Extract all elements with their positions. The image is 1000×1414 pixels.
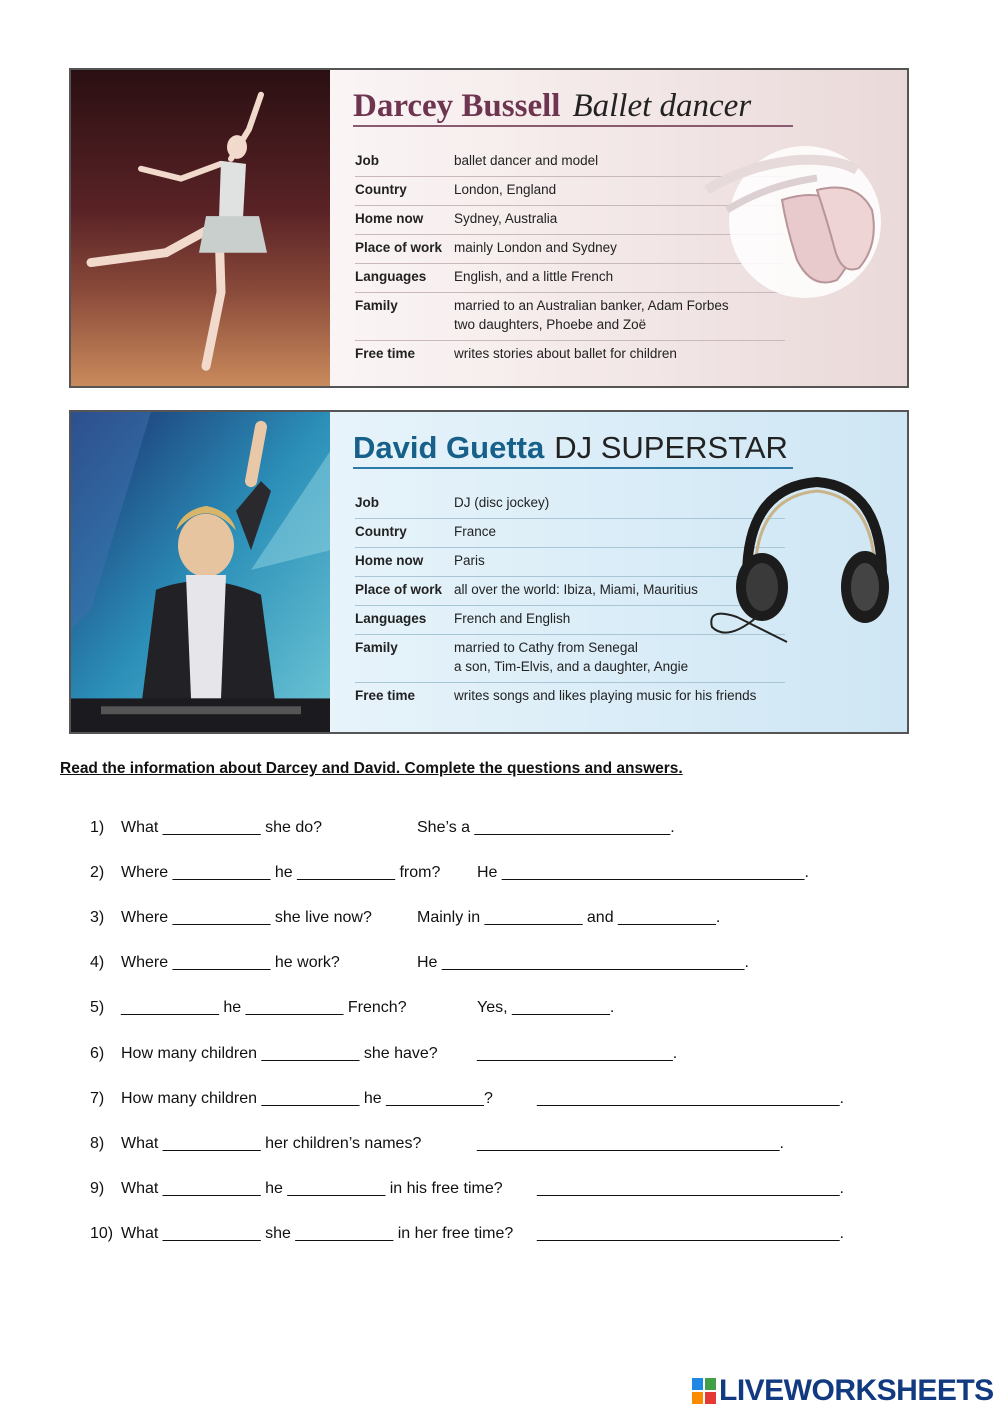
question-number: 3) [90,909,105,926]
question-text: How many children ___________ he ___________? [121,1090,493,1107]
info-value: writes songs and likes playing music for his friends [454,688,757,703]
info-value-line: a son, Tim-Elvis, and a daughter, Angie [454,659,689,674]
dj-photo [71,412,330,732]
info-label: Job [355,153,380,168]
question-text: What ___________ she ___________ in her free time? [121,1225,514,1242]
answer-text: __________________________________. [477,1135,784,1152]
info-value: writes stories about ballet for children [454,346,677,361]
info-label: Place of work [355,582,443,597]
info-value: DJ (disc jockey) [454,495,550,510]
heading-underline [353,125,793,127]
instruction-text: Read the information about Darcey and David. Complete the questions and answers. [60,760,683,777]
info-label: Family [355,298,398,313]
footer-brand [692,1374,994,1408]
info-row-free-time [355,683,785,711]
answer-text: __________________________________. [537,1180,844,1197]
question-text: What ___________ her children’s names? [121,1135,422,1152]
info-value: France [454,524,497,539]
question-row-8 [90,1135,784,1153]
answer-text: She’s a ______________________. [417,819,675,836]
info-value: mainly London and Sydney [454,240,617,255]
question-number: 6) [90,1045,105,1062]
card-heading [353,88,751,125]
question-row-9 [90,1180,844,1198]
question-row-6 [90,1045,678,1063]
question-text: Where ___________ she live now? [121,909,372,926]
question-number: 8) [90,1135,105,1152]
question-row-3 [90,909,721,927]
question-text: How many children ___________ she have? [121,1045,438,1062]
question-text: Where ___________ he work? [121,954,340,971]
info-label: Country [355,524,407,539]
info-label: Job [355,495,380,510]
info-value: ballet dancer and model [454,153,599,168]
person-name: Darcey Bussell [353,88,561,124]
question-number: 2) [90,864,105,881]
profile-card-darcey [69,68,909,388]
profile-card-david [69,410,909,734]
question-number: 1) [90,819,105,836]
card-heading [353,430,788,466]
question-text: Where ___________ he ___________ from? [121,864,441,881]
info-label: Family [355,640,398,655]
question-row-10 [90,1225,844,1243]
info-value: Paris [454,553,485,568]
info-label: Country [355,182,407,197]
info-label: Home now [355,211,424,226]
question-row-1 [90,819,675,837]
question-number: 7) [90,1090,105,1107]
answer-text: ______________________. [477,1045,678,1062]
info-value: all over the world: Ibiza, Miami, Mauritius [454,582,698,597]
ballet-dancer-photo [71,70,330,386]
info-value: English, and a little French [454,269,614,284]
info-value-line: married to an Australian banker, Adam Forbes [454,298,729,313]
answer-text: __________________________________. [537,1225,844,1242]
person-role: Ballet dancer [572,88,752,124]
question-row-4 [90,954,749,972]
info-label: Home now [355,553,424,568]
info-row-family [355,293,785,341]
answer-text: He __________________________________. [477,864,809,881]
question-text: What ___________ he ___________ in his free time? [121,1180,503,1197]
brand-name: LIVEWORKSHEETS [719,1374,994,1407]
question-text: ___________ he ___________ French? [121,999,407,1016]
question-number: 4) [90,954,105,971]
info-value: London, England [454,182,557,197]
info-row-free-time [355,341,785,369]
info-label: Languages [355,269,427,284]
person-name: David Guetta [353,430,545,465]
question-number: 5) [90,999,105,1016]
info-value: French and English [454,611,571,626]
info-value: Sydney, Australia [454,211,558,226]
liveworksheets-logo-icon [692,1378,716,1404]
info-value [454,296,785,334]
question-text: What ___________ she do? [121,819,323,836]
ballet-shoes-image [687,130,897,300]
info-label: Free time [355,346,416,361]
info-value-line: two daughters, Phoebe and Zoë [454,317,647,332]
question-row-2 [90,864,809,882]
info-value-line: married to Cathy from Senegal [454,640,638,655]
question-row-7 [90,1090,844,1108]
person-role: DJ SUPERSTAR [554,430,788,465]
info-label: Free time [355,688,416,703]
question-number: 9) [90,1180,105,1197]
answer-text: Mainly in ___________ and ___________. [417,909,721,926]
question-number: 10) [90,1225,114,1242]
answer-text: He __________________________________. [417,954,749,971]
question-row-5 [90,999,615,1017]
info-label: Languages [355,611,427,626]
answer-text: Yes, ___________. [477,999,615,1016]
answer-text: __________________________________. [537,1090,844,1107]
info-label: Place of work [355,240,443,255]
headphones-image [707,467,897,652]
